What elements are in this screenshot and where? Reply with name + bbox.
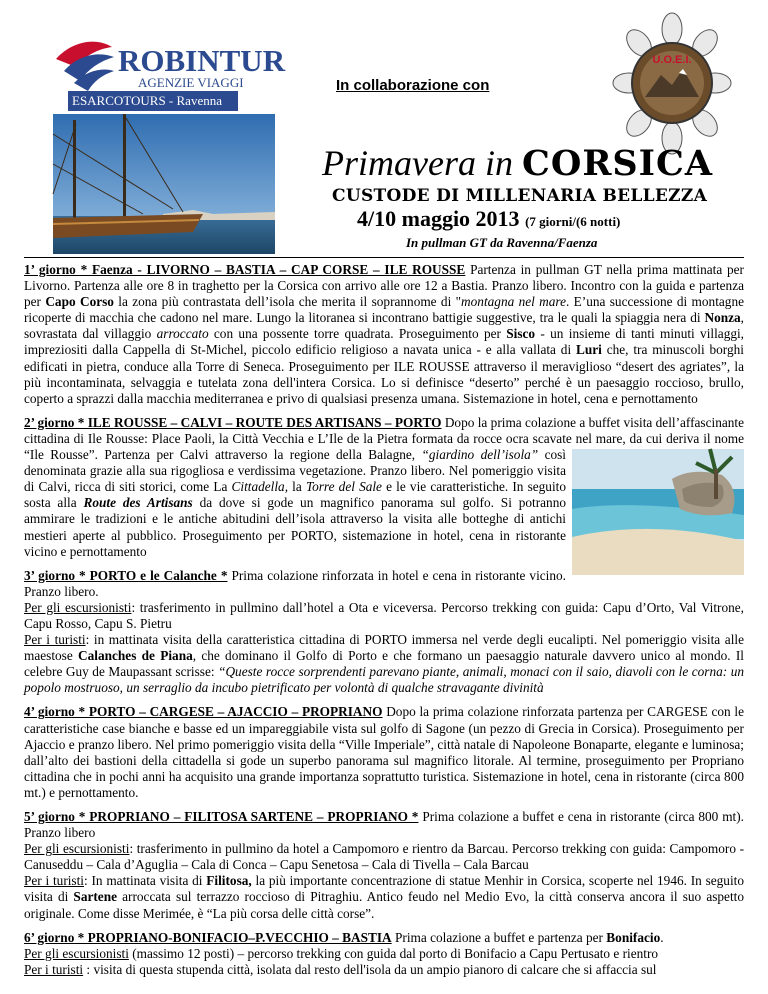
day-text: Per i turisti (24, 961, 84, 977)
trip-duration: (7 giorni/(6 notti) (525, 214, 621, 229)
day-text: : trasferimento in pullmino dall’hotel a Ota e viceversa. Percorso trekking con guida: Capu d’Orto, Val Vitrone, Capu Rosso, Capu S. Pietru (24, 599, 744, 631)
day-text: Nonza (704, 310, 741, 326)
day-text: : in mattinata visita della caratteristica cittadina di PORTO immersa nel verde degli eucalipti. Nel pomeriggio visita alle maestose (24, 632, 744, 664)
day-text: Dopo la prima colazione rinforzata partenza per CARGESE con le caratteristiche case bianche e basse ed un impareggiabile vista sul golfo di Sagone (un pezzo di Grecia in Corsica). Proseguimento per Ajaccio e pranzo libero. Nel primo pomeriggio visita della “Ville Imperiale”, città natale di Napoleone Bonaparte, elegante e luminosa; dall’alto dei bastioni della cittadella si gode un superbo panorama sul magnifico litorale. Al termine, proseguimento per Propriano cittadina che in pochi anni ha acquisito una grande importanza soprattutto turistica. Sistemazione in hotel, cena in ristorante (circa 800 mt.) e pernottamento. (24, 704, 744, 800)
day-text: che, tra minuscoli borghi edificati in pietra, conduce alla Torre di Seneca. Proseguimento per ILE ROUSSE attraverso il meraviglioso “desert des agriates”, la più incontaminata, selvaggia e tutelata zona dell'intera Corsica. Lo si definisce “deserto” perché è un paesaggio roccioso, brullo, coperto a sprazzi dalla macchia mediterranea e privo di qualsiasi presenza umana. Sistemazione in hotel, cena e pernottamento (24, 342, 744, 406)
divider (24, 257, 744, 258)
day-text: , che dominano il Golfo di Porto e che formano un paesaggio naturale davvero unico al mondo. Il celebre Guy de Maupassant scrisse: (24, 648, 744, 680)
day-heading: 4’ giorno * PORTO – CARGESE – AJACCIO – PROPRIANO (24, 704, 383, 720)
day-text: Cittadella, (231, 479, 289, 495)
day-text: Partenza in pullman GT nella prima mattinata per Livorno. Partenza alle ore 8 in traghetto per la Corsica con arrivo alle ore 12 a Bastia. Pranzo libero. Incontro con la guida e partenza per (24, 262, 744, 310)
day-text: Luri (576, 342, 602, 358)
day-text: “Queste rocce sorprendenti parevano piante, animali, monaci con il saio, diavoli con le corna: un popolo mostruoso, un serraglio da incubo pietrificato per volontà di qualche stravagante divinità (24, 664, 744, 696)
day-text: Prima colazione rinforzata in hotel e cena in ristorante vicino. Pranzo libero. (24, 567, 566, 599)
day-text: Per gli escursionisti (24, 945, 129, 961)
day-text: Sisco (506, 326, 536, 342)
day-text: Torre del Sale (305, 479, 382, 495)
svg-text:AGENZIE VIAGGI: AGENZIE VIAGGI (138, 75, 244, 90)
page-title: Primavera in CORSICA (322, 143, 714, 184)
subtitle: CUSTODE DI MILLENARIA BELLEZZA (332, 186, 708, 206)
day-text: arroccata sul terrazzo roccioso di Pitraghiu. Antico feudo nel Medio Evo, la città conserva ancora il suo aspetto originale. Come disse Merimée, è “La più corsa delle città corse”. (24, 889, 744, 921)
day-text: : visita di questa stupenda città, isolata dal resto dell'isola da un ampio pianoro di calcare che si affaccia sul (83, 961, 657, 977)
day-1-paragraph (24, 262, 744, 407)
day-text: Capo Corso (45, 294, 114, 310)
day-text: la (288, 479, 306, 495)
day-2-paragraph (24, 415, 744, 560)
day-text: con una possente torre quadrata. Proseguimento per (208, 326, 507, 342)
day-text: Bonifacio (606, 929, 661, 945)
day-text: montagna nel mare (461, 294, 566, 310)
collaboration-label: In collaborazione con (336, 77, 490, 94)
day-text: e le vie caratteristiche. In seguito sosta alla (24, 479, 566, 511)
day-text: Per gli escursionisti (24, 599, 132, 615)
svg-text:U.O.E.I.: U.O.E.I. (652, 54, 692, 66)
day-text: - un insieme di tanti minuti villaggi, impreziositi dalla Cappella di St-Michel, piccolo edificio religioso a navata unica - e alla vallata di (24, 326, 745, 358)
transport-info: In pullman GT da Ravenna/Faenza (406, 235, 598, 250)
day-text: . (660, 929, 664, 945)
day-6-paragraph (24, 930, 744, 978)
day-text: Sartene (73, 889, 117, 905)
day-heading: 5’ giorno * PROPRIANO – FILITOSA SARTENE – PROPRIANO * (24, 809, 419, 824)
svg-text:ROBINTUR: ROBINTUR (118, 43, 286, 78)
day-heading: 3’ giorno * PORTO e le Calanche * (24, 567, 228, 583)
day-text: Per gli escursionisti (24, 841, 130, 857)
robintur-bird-icon (52, 37, 286, 97)
day-text: da dove si gode un magnifico panorama sul golfo. Si potranno ammirare le tradizioni e le antiche abitudini dell’isola attraverso la visita alle botteghe di antichi mestieri aperte al pubblico. Proseguimento per PORTO, sistemazione in hotel, cena in ristorante vicino e pernottamento (24, 495, 567, 559)
day-text: , sovrastata dal villaggio (24, 310, 744, 342)
day-text: Dopo la prima colazione a buffet visita dell’affascinante cittadina di Ile Rousse: Place Paoli, la Città Vecchia e L’Ile de la Pietra formata da rocce ocra scavate nel mare, da cui deriva il nome “Ile Rousse”. Partenza per Calvi attraverso la regione della Balagne, (24, 414, 744, 463)
day-3-paragraph (24, 568, 744, 697)
day-text: : In mattinata visita di (84, 873, 207, 889)
beach-photo (572, 449, 744, 575)
sailing-ship-photo (53, 114, 275, 254)
day-text: Route des Artisans (83, 495, 193, 511)
destination-title: CORSICA (521, 143, 714, 184)
day-text: la più importante concentrazione di statue Menhir in Corsica, scoperte nel 1946. In seguito visita di (24, 873, 744, 905)
day-text: Per i turisti (24, 873, 84, 889)
day-heading: 1’ giorno * Faenza - LIVORNO – BASTIA – CAP CORSE – ILE ROUSSE (24, 262, 466, 277)
uoei-logo (617, 11, 727, 156)
day-text: Prima colazione a buffet e partenza per (391, 929, 607, 945)
day-text: (massimo 12 posti) – percorso trekking con guida dal porto di Bonifacio a Capu Pertusato e rientro (128, 945, 659, 961)
robintur-subtitle: ESARCOTOURS - Ravenna (68, 91, 238, 111)
trip-dates: 4/10 maggio 2013 (7 giorni/(6 notti) (357, 206, 621, 231)
day-heading: 2’ giorno * ILE ROUSSE – CALVI – ROUTE DES ARTISANS – PORTO (24, 414, 442, 430)
day-text: “giardino dell’isola” (421, 447, 539, 463)
day-text: Prima colazione a buffet e cena in ristorante (circa 800 mt). Pranzo libero (24, 809, 744, 841)
day-text: . E’una successione di montagne ricoperte di macchia che cadono nel mare. Lungo la litoranea si incontrano battigie suggestive, tra le quali la spiaggia nera di (24, 294, 744, 326)
day-text: Filitosa, (206, 873, 252, 889)
day-text: così denominata grazie alla sua rigogliosa e verdissima vegetazione. Pranzo libero. Nel pomeriggio visita di Calvi, ricca di siti storici, come La (24, 447, 566, 495)
day-text: Calanches de Piana (78, 648, 193, 664)
day-4-paragraph (24, 704, 744, 801)
day-text: : trasferimento in pullmino da hotel a Campomoro e rientro da Barcau. Percorso trekking con guida: Campomoro - Canuseddu – Cala d’Aguglia – Cala di Conca – Capu Senetosa – Cala di Tivella – Cala Barcau (24, 841, 745, 873)
day-5-paragraph (24, 809, 744, 922)
day-heading: 6’ giorno * PROPRIANO-BONIFACIO–P.VECCHIO – BASTIA (24, 929, 392, 945)
day-text: arroccato (156, 326, 209, 342)
day-text: Per i turisti (24, 632, 86, 648)
day-text: la zona più contrastata dell’isola che merita il soprannome di " (113, 294, 462, 310)
itinerary (24, 262, 744, 986)
